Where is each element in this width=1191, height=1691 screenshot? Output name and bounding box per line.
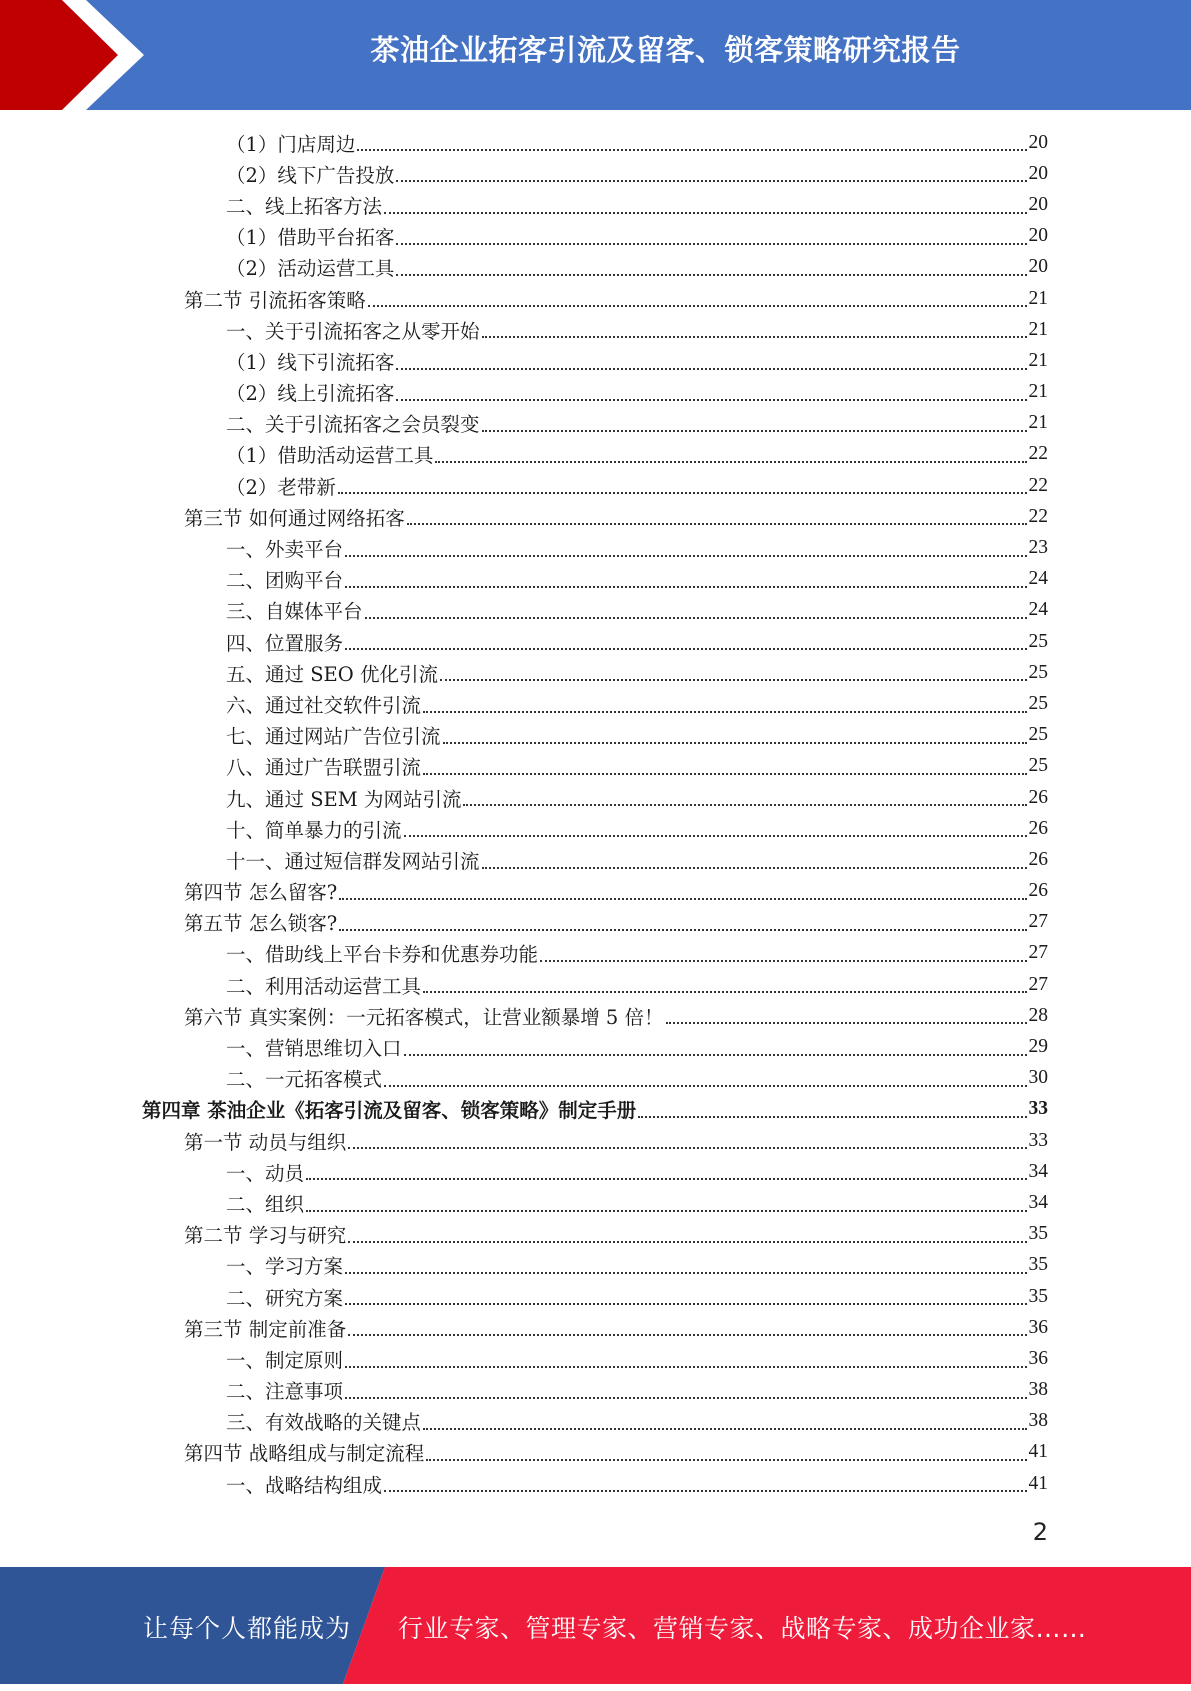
toc-entry-label: 第二节 引流拓客策略	[184, 288, 366, 312]
toc-entry[interactable]	[226, 127, 1048, 158]
toc-entry-page: 25	[1028, 692, 1048, 714]
toc-entry-label: 二、利用活动运营工具	[226, 974, 422, 998]
toc-entry[interactable]	[184, 1000, 1048, 1031]
toc-dot-leader	[440, 678, 1027, 681]
toc-entry[interactable]	[226, 844, 1048, 875]
toc-dot-leader	[540, 959, 1026, 962]
toc-entry-label: 五、通过 SEO 优化引流	[226, 662, 438, 686]
toc-entry-page: 38	[1028, 1379, 1048, 1401]
toc-entry-label: （1）借助活动运营工具	[226, 444, 434, 468]
toc-entry-page: 30	[1028, 1067, 1048, 1089]
toc-entry-label: （1）门店周边	[226, 132, 356, 156]
toc-entry-label: 一、借助线上平台卡券和优惠券功能	[226, 943, 539, 967]
toc-dot-leader	[396, 242, 1026, 245]
toc-dot-leader	[396, 398, 1026, 401]
toc-entry-label: 三、自媒体平台	[226, 600, 363, 624]
toc-entry-label: 二、一元拓客模式	[226, 1068, 383, 1092]
toc-entry-label: 二、研究方案	[226, 1286, 344, 1310]
toc-dot-leader	[482, 335, 1027, 338]
toc-entry-label: 一、制定原则	[226, 1348, 344, 1372]
toc-entry[interactable]	[184, 1125, 1048, 1156]
toc-entry[interactable]	[226, 595, 1048, 626]
toc-entry-label: 第三节 制定前准备	[184, 1317, 347, 1341]
toc-dot-leader	[404, 1053, 1027, 1056]
toc-entry-page: 35	[1028, 1285, 1048, 1307]
toc-entry-page: 27	[1028, 942, 1048, 964]
toc-entry-page: 23	[1028, 537, 1048, 559]
toc-entry[interactable]	[226, 938, 1048, 969]
toc-entry[interactable]	[184, 1312, 1048, 1343]
toc-entry[interactable]	[226, 782, 1048, 813]
toc-entry-page: 25	[1028, 630, 1048, 652]
toc-entry-label: 二、团购平台	[226, 569, 344, 593]
toc-entry[interactable]	[226, 1063, 1048, 1094]
toc-entry-page: 36	[1028, 1347, 1048, 1369]
toc-entry-label: 第四章 茶油企业《拓客引流及留客、锁客策略》制定手册	[142, 1099, 637, 1123]
toc-entry-label: 一、战略结构组成	[226, 1473, 383, 1497]
toc-entry[interactable]	[226, 1468, 1048, 1499]
toc-entry-page: 21	[1028, 381, 1048, 403]
toc-dot-leader	[482, 866, 1027, 869]
toc-entry[interactable]	[226, 408, 1048, 439]
toc-entry[interactable]	[226, 158, 1048, 189]
toc-entry[interactable]	[184, 1437, 1048, 1468]
toc-dot-leader	[345, 1302, 1026, 1305]
toc-entry-label: 第一节 动员与组织	[184, 1130, 347, 1154]
toc-entry[interactable]	[226, 1187, 1048, 1218]
page-footer	[0, 1567, 1191, 1684]
toc-entry[interactable]	[226, 314, 1048, 345]
toc-entry-label: 一、营销思维切入口	[226, 1037, 402, 1061]
toc-entry[interactable]	[226, 564, 1048, 595]
toc-entry[interactable]	[226, 969, 1048, 1000]
toc-entry-label: 第六节 真实案例：一元拓客模式，让营业额暴增 5 倍！	[184, 1005, 664, 1029]
toc-entry-label: 第四节 怎么留客?	[184, 881, 338, 905]
toc-entry[interactable]	[226, 657, 1048, 688]
toc-entry-page: 20	[1028, 256, 1048, 278]
toc-dot-leader	[348, 1146, 1026, 1149]
toc-entry[interactable]	[226, 221, 1048, 252]
toc-entry-label: 二、关于引流拓客之会员裂变	[226, 413, 480, 437]
toc-dot-leader	[396, 367, 1026, 370]
toc-entry[interactable]	[226, 377, 1048, 408]
toc-entry[interactable]	[226, 439, 1048, 470]
toc-entry[interactable]	[226, 1375, 1048, 1406]
toc-entry-page: 26	[1028, 817, 1048, 839]
toc-entry[interactable]	[226, 751, 1048, 782]
toc-entry-label: 三、有效战略的关键点	[226, 1411, 422, 1435]
toc-entry-page: 25	[1028, 724, 1048, 746]
toc-entry-label: 九、通过 SEM 为网站引流	[226, 787, 462, 811]
toc-entry-page: 33	[1028, 1098, 1048, 1120]
toc-entry-label: 六、通过社交软件引流	[226, 693, 422, 717]
toc-dot-leader	[443, 741, 1027, 744]
toc-entry-page: 27	[1028, 973, 1048, 995]
toc-dot-leader	[345, 585, 1026, 588]
toc-dot-leader	[435, 460, 1026, 463]
toc-entry-label: （1）借助平台拓客	[226, 226, 395, 250]
toc-dot-leader	[638, 1115, 1026, 1118]
toc-entry[interactable]	[226, 1250, 1048, 1281]
toc-entry[interactable]	[226, 626, 1048, 657]
toc-dot-leader	[396, 179, 1026, 182]
toc-entry-page: 34	[1028, 1160, 1048, 1182]
toc-entry[interactable]	[184, 876, 1048, 907]
footer-slogan-left: 让每个人都能成为	[143, 1614, 352, 1643]
toc-entry-page: 36	[1028, 1316, 1048, 1338]
toc-entry[interactable]	[184, 283, 1048, 314]
toc-entry[interactable]	[226, 1156, 1048, 1187]
toc-entry-page: 24	[1028, 599, 1048, 621]
toc-entry-label: （2）线上引流拓客	[226, 382, 395, 406]
toc-entry-label: 八、通过广告联盟引流	[226, 756, 422, 780]
toc-entry-page: 20	[1028, 131, 1048, 153]
toc-entry-page: 21	[1028, 318, 1048, 340]
toc-entry-page: 20	[1028, 193, 1048, 215]
toc-dot-leader	[348, 1333, 1026, 1336]
toc-dot-leader	[339, 928, 1026, 931]
toc-entry-page: 29	[1028, 1036, 1048, 1058]
toc-entry-label: 十一、通过短信群发网站引流	[226, 849, 480, 873]
toc-entry-label: 第五节 怎么锁客?	[184, 912, 338, 936]
toc-entry-page: 26	[1028, 880, 1048, 902]
toc-entry-label: 七、通过网站广告位引流	[226, 725, 441, 749]
toc-entry-page: 21	[1028, 412, 1048, 434]
toc-dot-leader	[357, 148, 1026, 151]
toc-dot-leader	[306, 1177, 1026, 1180]
toc-entry[interactable]	[226, 1031, 1048, 1062]
footer-slogan-right: 行业专家、管理专家、营销专家、战略专家、成功企业家……	[398, 1614, 1087, 1643]
toc-entry-page: 27	[1028, 911, 1048, 933]
toc-entry-page: 35	[1028, 1254, 1048, 1276]
toc-entry-label: 四、位置服务	[226, 631, 344, 655]
toc-entry-page: 25	[1028, 755, 1048, 777]
toc-entry-label: 二、线上拓客方法	[226, 194, 383, 218]
toc-dot-leader	[345, 554, 1026, 557]
toc-dot-leader	[423, 710, 1026, 713]
toc-entry-page: 35	[1028, 1223, 1048, 1245]
toc-entry[interactable]	[184, 907, 1048, 938]
toc-dot-leader	[423, 990, 1026, 993]
toc-entry-page: 24	[1028, 568, 1048, 590]
toc-entry[interactable]	[226, 1343, 1048, 1374]
toc-dot-leader	[426, 1458, 1026, 1461]
toc-entry-label: （2）活动运营工具	[226, 257, 395, 281]
toc-entry[interactable]	[226, 252, 1048, 283]
toc-entry-page: 20	[1028, 225, 1048, 247]
toc-entry[interactable]	[226, 1281, 1048, 1312]
toc-dot-leader	[384, 1084, 1026, 1087]
toc-entry-page: 22	[1028, 443, 1048, 465]
toc-entry-label: 一、动员	[226, 1161, 305, 1185]
toc-entry[interactable]	[226, 1406, 1048, 1437]
toc-entry-label: 一、外卖平台	[226, 538, 344, 562]
toc-dot-leader	[423, 1427, 1026, 1430]
toc-entry[interactable]	[226, 345, 1048, 376]
toc-entry[interactable]	[184, 501, 1048, 532]
toc-entry-page: 41	[1028, 1472, 1048, 1494]
toc-entry-page: 25	[1028, 661, 1048, 683]
page-number: 2	[1032, 1518, 1048, 1546]
toc-entry-label: （2）线下广告投放	[226, 163, 395, 187]
toc-entry-page: 34	[1028, 1191, 1048, 1213]
toc-entry-page: 41	[1028, 1441, 1048, 1463]
toc-entry-page: 28	[1028, 1004, 1048, 1026]
toc-dot-leader	[306, 1209, 1026, 1212]
toc-entry-page: 26	[1028, 848, 1048, 870]
toc-entry-page: 20	[1028, 162, 1048, 184]
toc-entry[interactable]	[142, 1094, 1048, 1125]
toc-entry-page: 33	[1028, 1129, 1048, 1151]
toc-dot-leader	[365, 616, 1027, 619]
toc-entry-page: 21	[1028, 349, 1048, 371]
toc-entry-page: 22	[1028, 474, 1048, 496]
toc-entry-label: 二、组织	[226, 1192, 305, 1216]
toc-dot-leader	[666, 1021, 1027, 1024]
toc-dot-leader	[423, 772, 1026, 775]
toc-dot-leader	[338, 491, 1027, 494]
toc-entry[interactable]	[226, 532, 1048, 563]
toc-dot-leader	[348, 1240, 1026, 1243]
toc-dot-leader	[345, 1271, 1026, 1274]
toc-entry-label: （2）老带新	[226, 475, 336, 499]
toc-dot-leader	[404, 834, 1027, 837]
toc-entry-label: 第二节 学习与研究	[184, 1224, 347, 1248]
toc-entry-label: 二、注意事项	[226, 1380, 344, 1404]
toc-entry-label: 一、学习方案	[226, 1255, 344, 1279]
toc-dot-leader	[345, 647, 1026, 650]
toc-dot-leader	[482, 429, 1027, 432]
toc-entry-label: 第三节 如何通过网络拓客	[184, 506, 405, 530]
toc-dot-leader	[407, 522, 1027, 525]
toc-dot-leader	[339, 897, 1026, 900]
toc-dot-leader	[345, 1365, 1026, 1368]
toc-entry-label: 第四节 战略组成与制定流程	[184, 1442, 425, 1466]
toc-entry[interactable]	[184, 1219, 1048, 1250]
toc-entry-page: 22	[1028, 505, 1048, 527]
toc-entry[interactable]	[226, 189, 1048, 220]
toc-entry-page: 38	[1028, 1410, 1048, 1432]
toc-entry-page: 21	[1028, 287, 1048, 309]
toc-entry[interactable]	[226, 470, 1048, 501]
toc-dot-leader	[396, 273, 1026, 276]
toc-entry[interactable]	[226, 720, 1048, 751]
report-title: 茶油企业拓客引流及留客、锁客策略研究报告	[370, 33, 961, 67]
toc-dot-leader	[368, 304, 1027, 307]
table-of-contents	[0, 127, 1191, 1499]
toc-dot-leader	[345, 1396, 1026, 1399]
toc-dot-leader	[463, 803, 1026, 806]
toc-dot-leader	[384, 211, 1026, 214]
toc-entry[interactable]	[226, 813, 1048, 844]
toc-entry-label: 一、关于引流拓客之从零开始	[226, 319, 480, 343]
toc-entry-label: （1）线下引流拓客	[226, 350, 395, 374]
toc-entry-page: 26	[1028, 786, 1048, 808]
toc-entry[interactable]	[226, 688, 1048, 719]
toc-entry-label: 十、简单暴力的引流	[226, 818, 402, 842]
toc-dot-leader	[384, 1489, 1026, 1492]
page-header	[0, 0, 1191, 110]
